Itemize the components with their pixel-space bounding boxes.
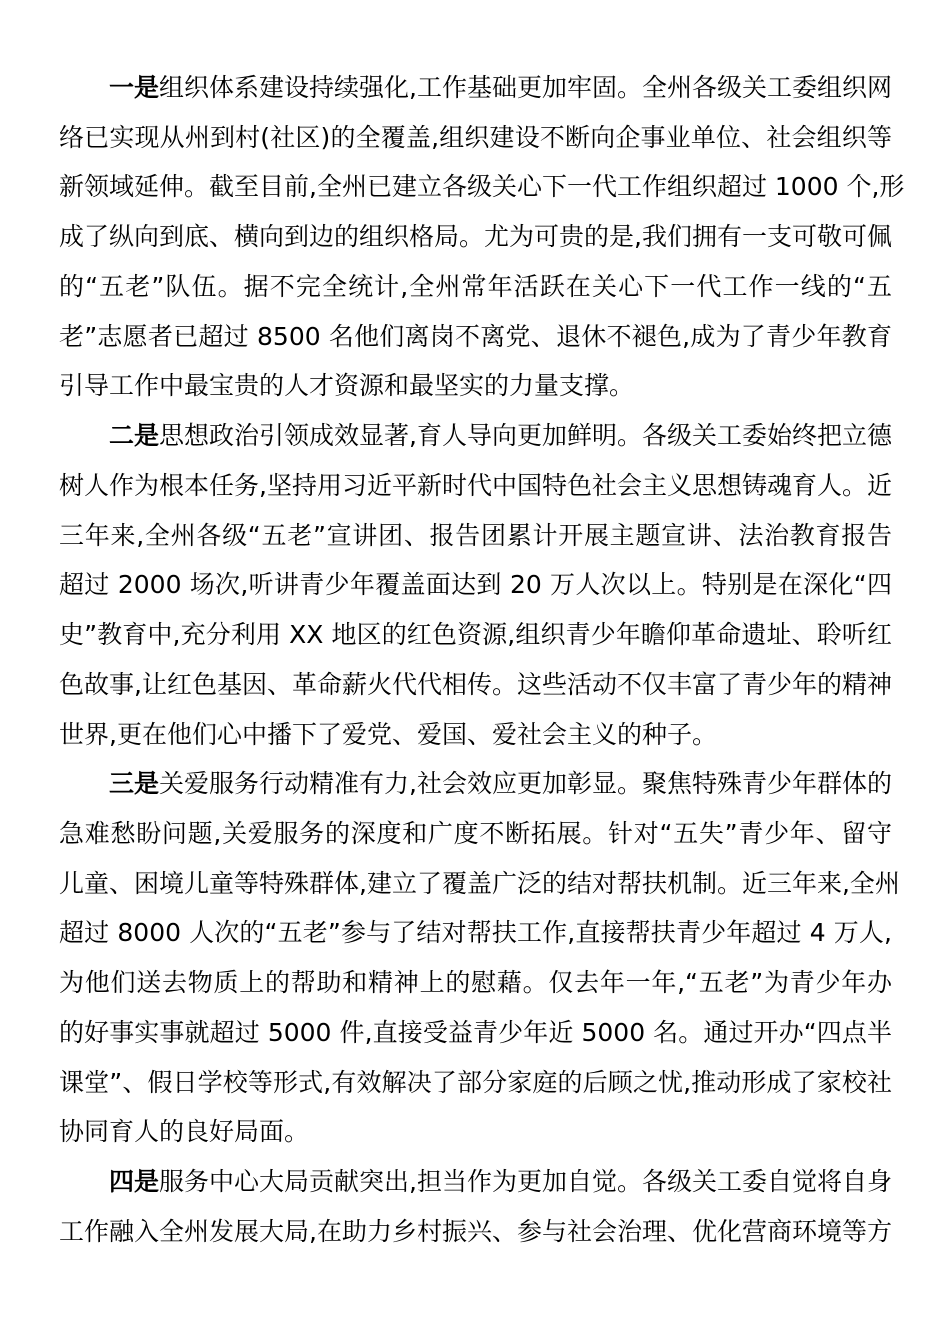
paragraph-line: 世界,更在他们心中播下了爱党、爱国、爱社会主义的种子。 (59, 719, 717, 749)
paragraph-line: 新领域延伸。截至目前,全州已建立各级关心下一代工作组织超过 1000 个,形 (59, 172, 905, 202)
paragraph-line: 协同育人的良好局面。 (59, 1117, 310, 1147)
paragraph-line-text: 思想政治引领成效显著,育人导向更加鲜明。各级关工委始终把立德 (159, 421, 892, 451)
paragraph-lead-bold: 一是 (109, 73, 160, 102)
paragraph-lead-bold: 四是 (109, 1167, 160, 1197)
paragraph-ideological-guidance (59, 411, 892, 759)
paragraph-care-services (59, 759, 900, 1157)
paragraph-line (59, 63, 892, 113)
paragraph-line: 三年来,全州各级“五老”宣讲团、报告团累计开展主题宣讲、法治教育报告 (59, 520, 892, 550)
paragraph-serving-overall-situation (59, 1157, 892, 1256)
paragraph-organization-system (59, 63, 905, 411)
paragraph-line: 课堂”、假日学校等形式,有效解决了部分家庭的后顾之忧,推动形成了家校社 (59, 1067, 892, 1097)
paragraph-line: 老”志愿者已超过 8500 名他们离岗不离党、退休不褪色,成为了青少年教育 (59, 321, 892, 351)
paragraph-line: 为他们送去物质上的帮助和精神上的慰藉。仅去年一年,“五老”为青少年办 (59, 968, 892, 998)
paragraph-line (59, 759, 892, 809)
paragraph-line: 儿童、困境儿童等特殊群体,建立了覆盖广泛的结对帮扶机制。近三年来,全州 (59, 868, 900, 898)
paragraph-line-text: 组织体系建设持续强化,工作基础更加牢固。全州各级关工委组织网 (159, 73, 892, 102)
paragraph-line (59, 1157, 892, 1207)
paragraph-line: 成了纵向到底、横向到边的组织格局。尤为可贵的是,我们拥有一支可敬可佩 (59, 222, 892, 252)
paragraph-line: 的好事实事就超过 5000 件,直接受益青少年近 5000 名。通过开办“四点半 (59, 1017, 892, 1047)
paragraph-line: 色故事,让红色基因、革命薪火代代相传。这些活动不仅丰富了青少年的精神 (59, 669, 892, 699)
paragraph-line: 的“五老”队伍。据不完全统计,全州常年活跃在关心下一代工作一线的“五 (59, 271, 892, 301)
paragraph-lead-bold: 二是 (109, 421, 160, 451)
paragraph-line-text: 关爱服务行动精准有力,社会效应更加彰显。聚焦特殊青少年群体的 (159, 769, 892, 799)
paragraph-lead-bold: 三是 (109, 769, 160, 799)
paragraph-line: 络已实现从州到村(社区)的全覆盖,组织建设不断向企事业单位、社会组织等 (59, 122, 892, 152)
paragraph-line: 超过 2000 场次,听讲青少年覆盖面达到 20 万人次以上。特别是在深化“四 (59, 570, 892, 600)
paragraph-line (59, 411, 892, 461)
paragraph-line: 树人作为根本任务,坚持用习近平新时代中国特色社会主义思想铸魂育人。近 (59, 470, 892, 500)
paragraph-line-text: 服务中心大局贡献突出,担当作为更加自觉。各级关工委自觉将自身 (159, 1167, 892, 1197)
paragraph-line: 引导工作中最宝贵的人才资源和最坚实的力量支撑。 (59, 371, 635, 401)
paragraph-line: 超过 8000 人次的“五老”参与了结对帮扶工作,直接帮扶青少年超过 4 万人, (59, 918, 892, 948)
paragraph-line: 急难愁盼问题,关爱服务的深度和广度不断拓展。针对“五失”青少年、留守 (59, 819, 892, 849)
paragraph-line: 史”教育中,充分利用 XX 地区的红色资源,组织青少年瞻仰革命遗址、聆听红 (59, 620, 892, 650)
document-page (59, 63, 905, 1257)
paragraph-line: 工作融入全州发展大局,在助力乡村振兴、参与社会治理、优化营商环境等方 (59, 1216, 892, 1246)
